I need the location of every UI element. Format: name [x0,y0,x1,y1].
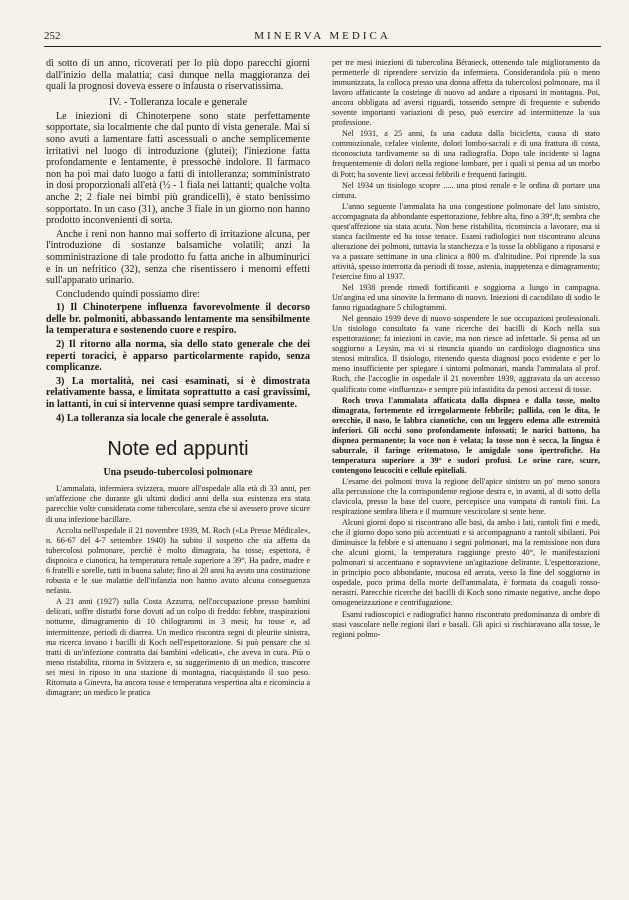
paragraph: Le iniezioni di Chinoterpene sono state perfettamente sopportate, sia localmente che dal punto di vista generale. Mai si sono avuti a lamentare fatti ascessuali o anche semplicemente irritativi nel luogo di introduzione (glutei); l'iniezione fatta profondamente e lentamente, è pressochè indolore. Il farmaco non ha poi mai dato luogo a fatti di intolleranza; somministrato in dosi proporzionali all'età (½ - 1 fiala nei lattanti; qualche volta anche 2; 2 fiale nei bimbi più grandicelli), è stato benissimo sopportato. In un caso (31), anche 3 fiale in un giorno non hanno prodotto inconvenienti di sorta. [46,110,310,227]
paragraph: L'esame dei polmoni trova la regione dell'apice sinistro un po' meno sonora alla percussione che la corrispondente regione destra e, in avanti, al di sotto della clavicola, presso la base del cuore, percepisce una vampata di rantoli fini. La respirazione sembra libera e il murmure vescicolare si sente bene. [332,476,600,517]
right-column [332,58,600,893]
paragraph: Nel gennaio 1939 deve di nuovo sospendere le sue occupazioni professionali. Un tisiologo consultato fa vane ricerche dei bacilli di Koch nella sua espettorazione; fa iniezioni in cavie, ma non riesce ad infettarle. Si pensa ad un soggiorno a Leysin, ma vi si rinuncia quando un cardiologo diagnostica una stenosi mitralica. Il tisiologo, ritenendo questa diagnosi poco evidente e per lo meno insufficiente per spiegare i sintomi polmonari, manda l'ammalata al prof. Roch, che l'accoglie in ospedale il 21 novembre 1939, aggravata da un accesso qualificato come «influenza» e sempre più infastidita da penosi accessi di tosse. [332,314,600,394]
section-heading: IV. - Tolleranza locale e generale [108,96,248,108]
paragraph: Concludendo quindi possiamo dire: [56,288,200,300]
conclusion-1: 1) Il Chinoterpene influenza favorevolmente il decorso delle br. polmoniti, abbassando lentamente ma sensibilmente la temperatura e sostenendo cuore e respiro. [46,302,310,337]
article-subheading: Una pseudo-tubercolosi polmonare [103,467,253,479]
left-column [46,58,310,893]
paragraph: Nel 1938 prende rimedi fortificanti e soggiorna a lungo in campagna. Un'angina ed una sinovite la fermano di nuovo. Iniezioni di cacodilato di sodio le fanno riguadagnare 5 chilogrammi. [332,283,600,313]
paragraph: Nel 1934 un tisiologo scopre ..... una ptosi renale e le ordina di portare una cintura. [332,180,600,200]
paragraph: A 21 anni (1927) sulla Costa Azzurra, nell'occupazione presso bambini delicati, soffre disturbi forse dovuti ad un colpo di freddo: febbre, traspirazioni notturne, dimagramento di 10 chilogrammi in 3 mesi; ha tosse e, ad intermittenze, periodi di diarrea. Un medico riscontra segni di pleurite sinistra, ma ricerca invano i bacilli di Koch nell'espettorazione. Si può pensare che si tratti di un'infezione contratta dai bambini «delicati», che aveva in cura. Più o meno ristabilita, ritorna in Svizzera e, su suggerimento di un medico, trascorre sei mesi in riposo in una stazione di montagna, riacquistando il suo peso. Ritornata a Ginevra, ha ancora tosse e temperatura vespertina alta e ricomincia a dimagrare; un medico le pratica [46,597,310,698]
paragraph: Nel 1931, a 25 anni, fa una caduta dalla bicicletta, causa di stato commozionale, cefalee violente, dolori lombo-sacrali e di una frattura di costa, riconosciuta tardivamente su di una radiografia. Dopo tale incidente si lagna frequentemente di dolori nella regione lombare, per i quali si pensa ad un morbo di Pott; ha sovente lievi accessi febbrili e frequenti faringiti. [332,129,600,179]
paragraph: di sotto di un anno, ricoverati per lo più dopo parecchi giorni dall'inizio della malattia; casi dunque nella maggioranza dei quali la prognosi doveva essere o infausta o riservatissima. [46,58,310,93]
paragraph: Esami radioscopici e radiografici hanno riscontrato predominanza di ombre di stasi vascolare nelle regioni ilari e basali. Gli apici si rischiaravano alla tosse, le regioni polmo- [332,609,600,639]
page-header [44,30,601,47]
paragraph: Roch trova l'ammalata affaticata dalla dispnea e dalla tosse, molto dimagrata, fortemente ed irregolarmente febbrile; pallida, con le dita, le orecchie, il naso, le labbra cianotiche, con un leggero edema alle estremità inferiori. Gli occhi sono profondamente infossati; le narici battono, ha dispnea permanente; la voce non è velata; la tosse non è secca, la lingua è saburrale, il faringe eritematoso, le amigdale sono ipertrofiche. Ha temperatura superiore a 39° e sudori profusi. Le orine rare, scure, contengono leucociti e cellule epiteliali. [332,395,600,475]
conclusion-3: 3) La mortalità, nei casi esaminati, si è dimostrata relativamente bassa, e limitata soprattutto a casi gravissimi, in lattanti, in cui si intervenne quasi sempre tardivamente. [46,375,310,411]
journal-title: MINERVA MEDICA [254,30,391,42]
paragraph: Accolta nell'ospedale il 21 novembre 1939, M. Roch («La Presse Médicale», n. 66-67 del 4-7 settembre 1940) ha subito il sospetto che sia affetta da tubercolosi polmonare, perchè è molto dimagrata, ha tosse, espettora, è dispnoica e cianotica, ha temperatura rettale superiore a 39°. Ha padre, madre e 6 fratelli e sorelle, tutti in buona salute; fino ai 20 anni ha avuto una costituzione robusta e le sue malattie dell'infanzia non hanno avuto alcuna conseguenza nefasta. [46,525,310,596]
paragraph: L'ammalata, infermiera svizzera, muore all'ospedale alla età di 33 anni, per un'affezione che durante gli ultimi dodici anni della sua esistenza era stata parecchie volte considerata come tubercolare, senza che si avessero prove sicure di una infezione bacillare. [46,484,310,524]
conclusion-2: 2) Il ritorno alla norma, sia dello stato generale che dei reperti toracici, è apparso particolarmente rapido, senza complicanze. [46,339,310,374]
conclusion-4: 4) La tolleranza sia locale che generale è assoluta. [56,412,269,424]
note-title: Note ed appunti [107,438,249,461]
page-number: 252 [44,30,61,42]
paragraph: L'anno seguente l'ammalata ha una congestione polmonare del lato sinistro, accompagnata da abbondante espettorazione, febbre alta, fino a 39°,8; sembra che quest'affezione sia stata acuta. Non bene ristabilita, ricomincia a lavorare, ma si stanca facilmente ed ha tosse tenace. Esami radiologici non riscontrano alcuna alterazione dei polmoni, tuttavia la stanchezza e la tosse la obbligano a riposarsi e va a passare settimane in una clinica a 800 m. d'altitudine. Poi riprende la sua attività, spesso interrotta da periodi di tosse, astenia, inappetenza e dimagramento; l'esercise fino al 1937. [332,201,600,281]
paragraph: Alcuni giorni dopo si riscontrano alle basi, da ambo i lati, rantoli fini e medi, che il giorno dopo sono più accentuati e si accompagnano a rantoli sibilanti. Poi diminuisce la febbre e si attenuano i segni polmonari, ma la remissione non dura che alcuni giorni, la temperatura raggiunge presto 40°, le manifestazioni polmonari si accentuano e sopravviene un'agitazione delirante. L'espettorazione, in principio poco abbondante, mucosa ed aerata, verso la fine del soggiorno in ospedale, poco prima della morte dell'ammalata, è formata da coaguli rosso-nerastri. Parecchie ricerche dei bacilli di Koch sono rimaste negative, anche dopo omogeneizzazione e centrifugazione. [332,518,600,608]
paragraph: Anche i reni non hanno mai sofferto di irritazione alcuna, per l'introduzione di sostanze balsamiche volatili; anzi la somministrazione di tale prodotto fu fatta anche in albuminurici e in un nefritico (32), senza che risentissero i menomi effetti sull'apparato urinario. [46,228,310,287]
paragraph: per tre mesi iniezioni di tubercolina Béraneck, ottenendo tale miglioramento da permetterle di riprendere servizio da infermiera. Considerandola più o meno immunizzata, la colloca presso una donna affetta da tubercolosi polmonare, ma il lavoro affaticante la costringe di nuovo ad andare a riposarsi in montagna. Poi, ancora obbligata ad aversi riguardi, tossendo sempre di frequente e subendo sovente importanti variazioni di peso, può esercire ad intermittenze la sua professione. [332,58,600,128]
